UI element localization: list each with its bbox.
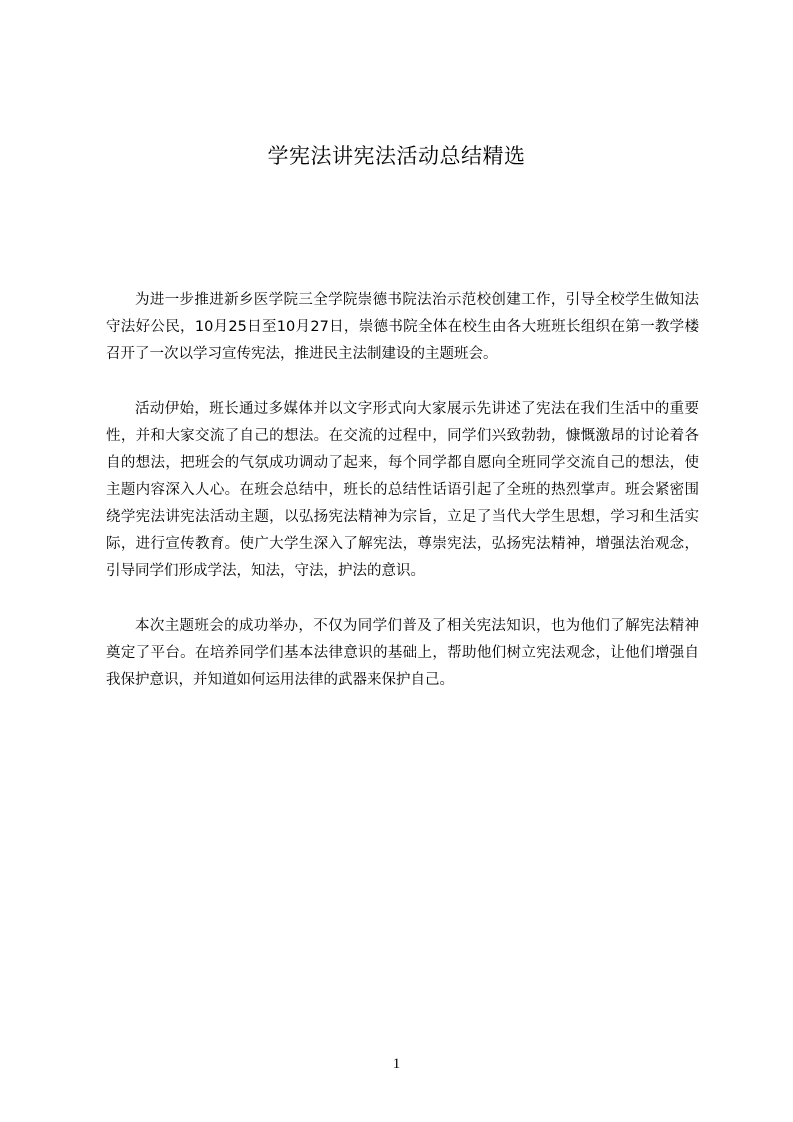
page-number: 1 [392, 1056, 401, 1072]
paragraph-intro: 为进一步推进新乡医学院三全学院崇德书院法治示范校创建工作，引导全校学生做知法守法好公民，10月25日至10月27日，崇德书院全体在校生由各大班班长组织在第一教学楼召开了一次以学习宣传宪法，推进民主法制建设的主题班会。 [106, 292, 699, 362]
document-body [106, 287, 699, 722]
paragraph-conclusion: 本次主题班会的成功举办，不仅为同学们普及了相关宪法知识，也为他们了解宪法精神奠定了平台。在培养同学们基本法律意识的基础上，帮助他们树立宪法观念，让他们增强自我保护意识，并知道如何运用法律的武器来保护自己。 [106, 618, 699, 688]
document-title: 学宪法讲宪法活动总结精选 [267, 144, 526, 168]
paragraph-activity: 活动伊始，班长通过多媒体并以文字形式向大家展示先讲述了宪法在我们生活中的重要性，并和大家交流了自己的想法。在交流的过程中，同学们兴致勃勃，慷慨激昂的讨论着各自的想法，把班会的气氛成功调动了起来，每个同学都自愿向全班同学交流自己的想法，使主题内容深入人心。在班会总结中，班长的总结性话语引起了全班的热烈掌声。班会紧密围绕学宪法讲宪法活动主题，以弘扬宪法精神为宗旨，立足了当代大学生思想，学习和生活实际，进行宣传教育。使广大学生深入了解宪法，尊崇宪法，弘扬宪法精神，增强法治观念，引导同学们形成学法，知法，守法，护法的意识。 [106, 401, 699, 579]
